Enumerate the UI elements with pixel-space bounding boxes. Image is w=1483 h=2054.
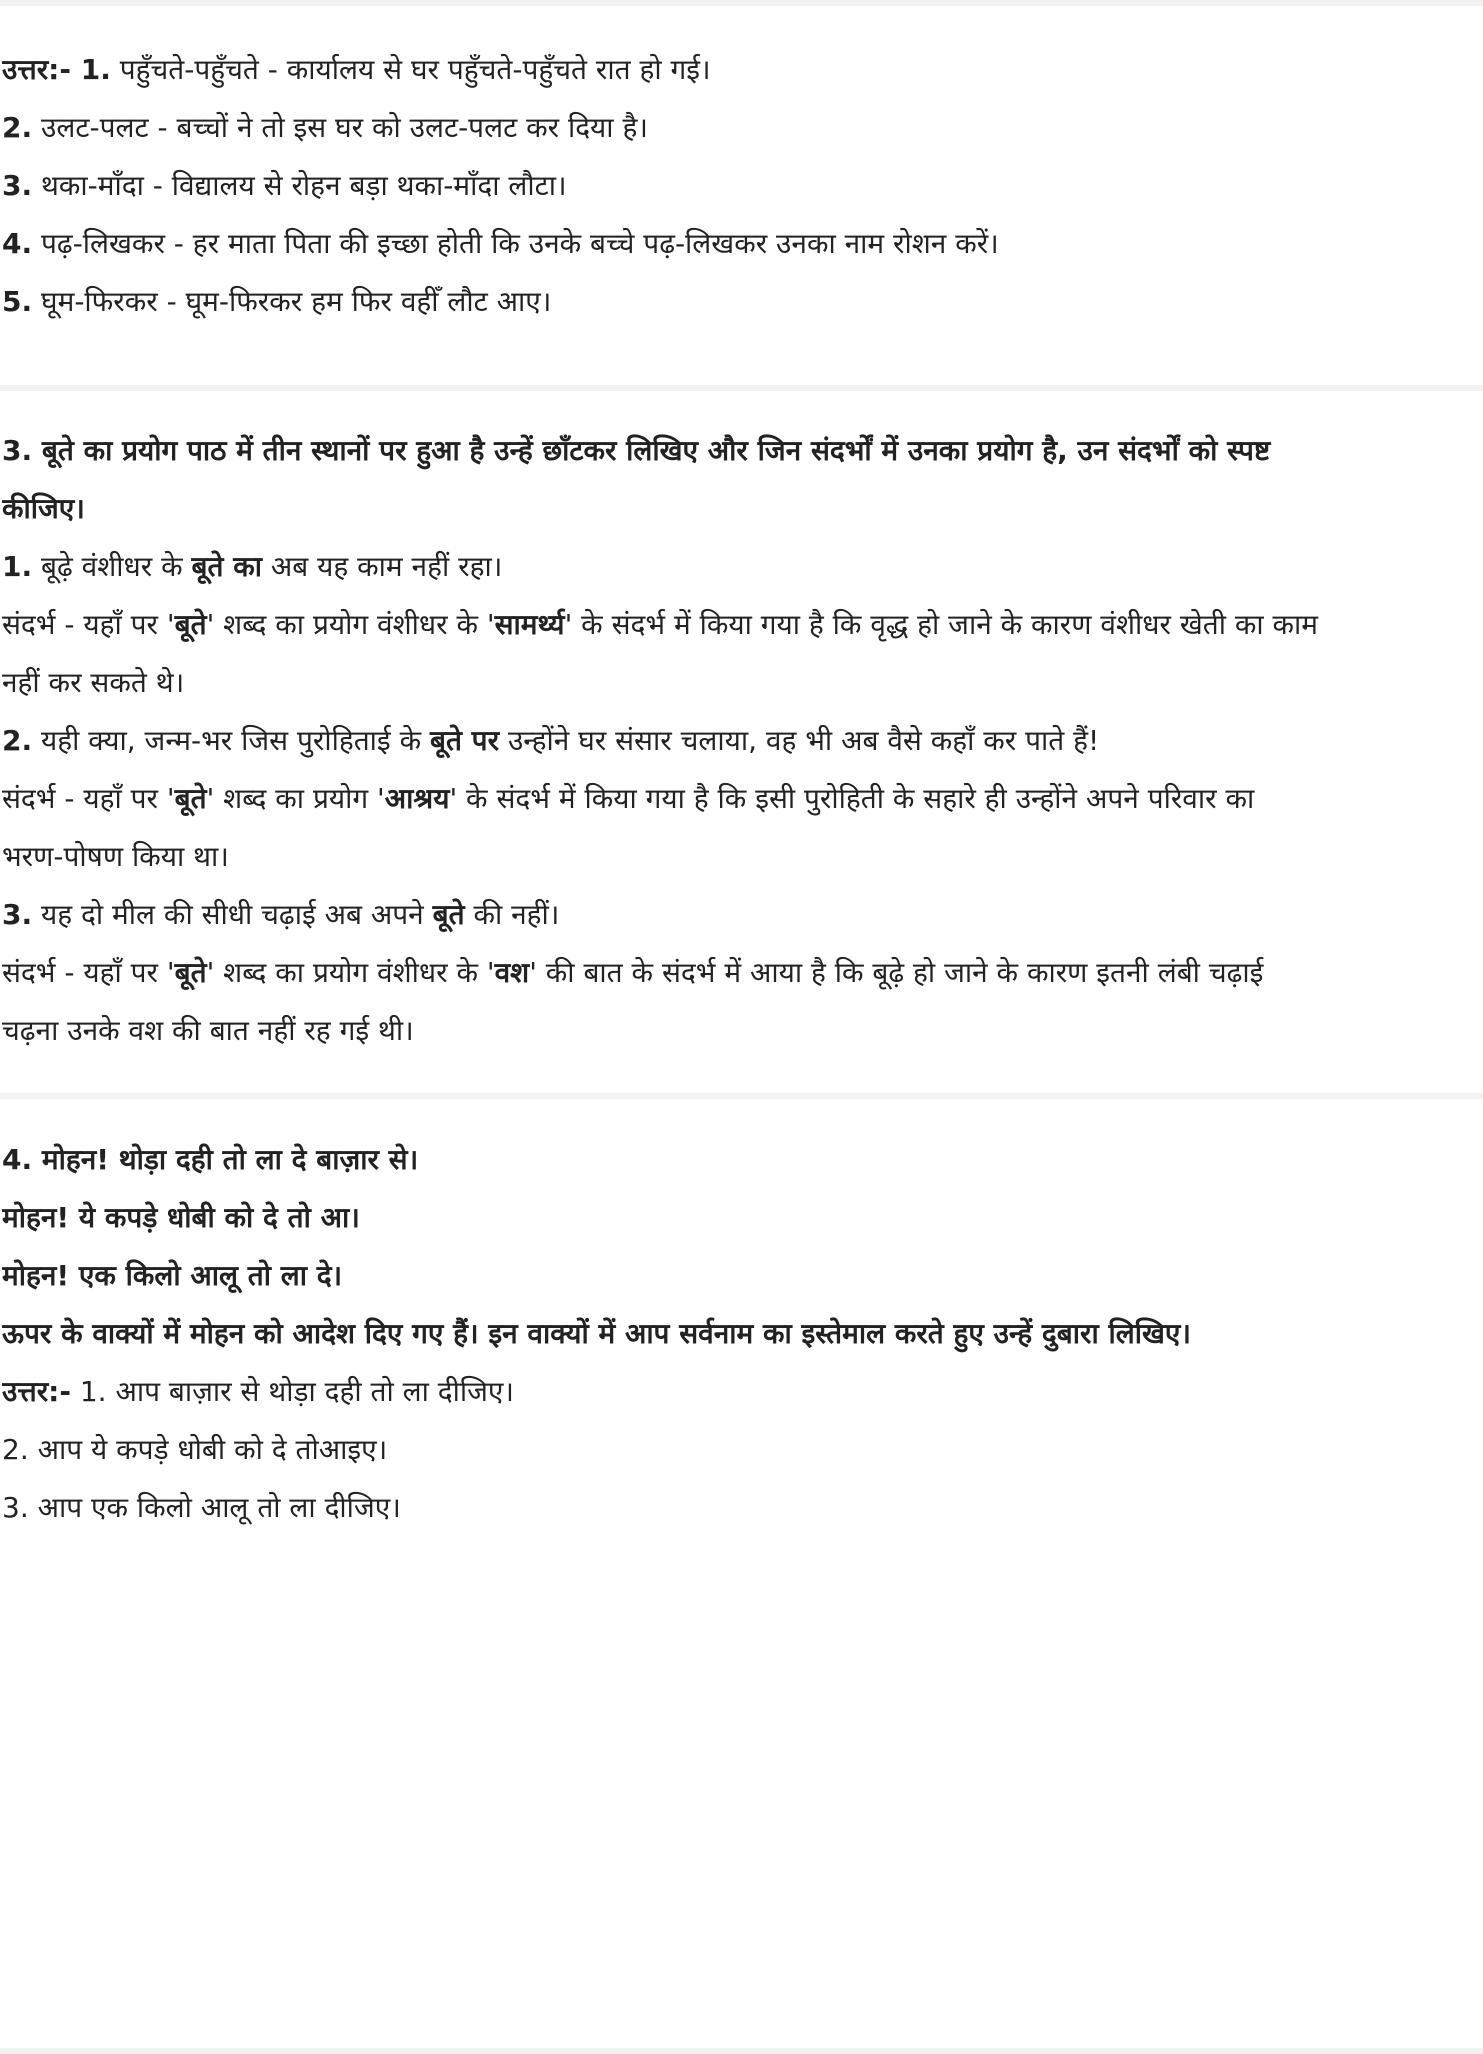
example-text: यही क्या, जन्म-भर जिस पुरोहिताई के bbox=[32, 724, 430, 757]
answer-line-3: 3. आप एक किलो आलू तो ला दीजिए। bbox=[2, 1491, 401, 1524]
highlight-word: बूते bbox=[432, 898, 465, 931]
highlight-word: बूते का bbox=[191, 550, 262, 583]
example-number: 3. bbox=[2, 898, 33, 931]
context-line-3 bbox=[2, 944, 1442, 1002]
context-text: ' शब्द का प्रयोग वंशीधर के ' bbox=[206, 956, 495, 989]
answer-number: 2. bbox=[2, 111, 33, 144]
highlight-word: बूते bbox=[174, 956, 207, 989]
highlight-word: वश bbox=[494, 956, 530, 989]
answer-number: 4. bbox=[2, 227, 33, 260]
answer-line-2: 2. आप ये कपड़े धोबी को दे तोआइए। bbox=[2, 1433, 388, 1466]
answer-line-3 bbox=[2, 157, 1442, 215]
bottom-divider bbox=[0, 2048, 1483, 2054]
question-sentence-3: मोहन! एक किलो आलू तो ला दे। bbox=[2, 1259, 343, 1292]
answer-number: 3. bbox=[2, 169, 33, 202]
example-text: की नहीं। bbox=[464, 898, 560, 931]
example-line-1 bbox=[2, 538, 1442, 596]
context-text: ' के संदर्भ में किया गया है कि वृद्ध हो जाने के कारण वंशीधर खेती का काम bbox=[564, 608, 1319, 641]
answer-line-2 bbox=[2, 99, 1442, 157]
example-text: अब यह काम नहीं रहा। bbox=[261, 550, 503, 583]
answer-section-1 bbox=[2, 41, 1442, 331]
example-line-3 bbox=[2, 886, 1442, 944]
answer-text: पढ़-लिखकर - हर माता पिता की इच्छा होती कि उनके बच्चे पढ़-लिखकर उनका नाम रोशन करें। bbox=[32, 227, 999, 260]
answer-line-1 bbox=[2, 41, 1442, 99]
question-heading-cont: कीजिए। bbox=[2, 492, 85, 525]
highlight-word: बूते bbox=[174, 782, 207, 815]
context-text: ' की बात के संदर्भ में आया है कि बूढ़े हो जाने के कारण इतनी लंबी चढ़ाई bbox=[529, 956, 1264, 989]
highlight-word: आश्रय bbox=[384, 782, 450, 815]
section-divider bbox=[0, 1093, 1483, 1099]
question-section-4 bbox=[2, 1131, 1442, 1537]
context-text: ' शब्द का प्रयोग वंशीधर के ' bbox=[206, 608, 495, 641]
context-text: संदर्भ - यहाँ पर ' bbox=[2, 956, 175, 989]
highlight-word: बूते bbox=[174, 608, 207, 641]
highlight-word: सामर्थ्य bbox=[494, 608, 565, 641]
context-text: संदर्भ - यहाँ पर ' bbox=[2, 608, 175, 641]
context-text: संदर्भ - यहाँ पर ' bbox=[2, 782, 175, 815]
answer-text: घूम-फिरकर - घूम-फिरकर हम फिर वहीँ लौट आए। bbox=[32, 285, 552, 318]
context-text: ' के संदर्भ में किया गया है कि इसी पुरोहिती के सहारे ही उन्होंने अपने परिवार का bbox=[449, 782, 1255, 815]
context-line-3-cont: चढ़ना उनके वश की बात नहीं रह गई थी। bbox=[2, 1014, 414, 1047]
example-number: 1. bbox=[2, 550, 33, 583]
context-text: ' शब्द का प्रयोग ' bbox=[206, 782, 385, 815]
answer-text: थका-माँदा - विद्यालय से रोहन बड़ा थका-माँदा लौटा। bbox=[32, 169, 567, 202]
question-section-3 bbox=[2, 422, 1442, 1060]
answer-number: 5. bbox=[2, 285, 33, 318]
answer-line-1 bbox=[2, 1363, 1442, 1421]
example-line-2 bbox=[2, 712, 1442, 770]
answer-label: उत्तर:- bbox=[2, 1375, 71, 1408]
context-line-1-cont: नहीं कर सकते थे। bbox=[2, 666, 185, 699]
answer-line-4 bbox=[2, 215, 1442, 273]
question-instruction: ऊपर के वाक्यों में मोहन को आदेश दिए गए हैं। इन वाक्यों में आप सर्वनाम का इस्तेमाल करते हुए उन्हें दुबारा लिखिए। bbox=[2, 1317, 1191, 1350]
context-line-1 bbox=[2, 596, 1442, 654]
question-sentence-2: मोहन! ये कपड़े धोबी को दे तो आ। bbox=[2, 1201, 360, 1234]
section-divider bbox=[0, 385, 1483, 391]
answer-line-5 bbox=[2, 273, 1442, 331]
example-text: यह दो मील की सीधी चढ़ाई अब अपने bbox=[32, 898, 433, 931]
context-line-2-cont: भरण-पोषण किया था। bbox=[2, 840, 229, 873]
example-text: उन्होंने घर संसार चलाया, वह भी अब वैसे कहाँ कर पाते हैं! bbox=[499, 724, 1100, 757]
highlight-word: बूते पर bbox=[429, 724, 500, 757]
question-heading: 3. बूते का प्रयोग पाठ में तीन स्थानों पर हुआ है उन्हें छाँटकर लिखिए और जिन संदर्भों में उनका प्रयोग है, उन संदर्भों को स्पष्ट bbox=[2, 434, 1271, 467]
example-text: बूढ़े वंशीधर के bbox=[32, 550, 192, 583]
example-number: 2. bbox=[2, 724, 33, 757]
top-divider bbox=[0, 0, 1483, 6]
answer-number: उत्तर:- 1. bbox=[2, 53, 111, 86]
answer-text: पहुँचते-पहुँचते - कार्यालय से घर पहुँचते-पहुँचते रात हो गई। bbox=[110, 53, 711, 86]
question-sentence-1: 4. मोहन! थोड़ा दही तो ला दे बाज़ार से। bbox=[2, 1143, 419, 1176]
answer-text: उलट-पलट - बच्चों ने तो इस घर को उलट-पलट कर दिया है। bbox=[32, 111, 648, 144]
answer-text: 1. आप बाज़ार से थोड़ा दही तो ला दीजिए। bbox=[70, 1375, 515, 1408]
context-line-2 bbox=[2, 770, 1442, 828]
